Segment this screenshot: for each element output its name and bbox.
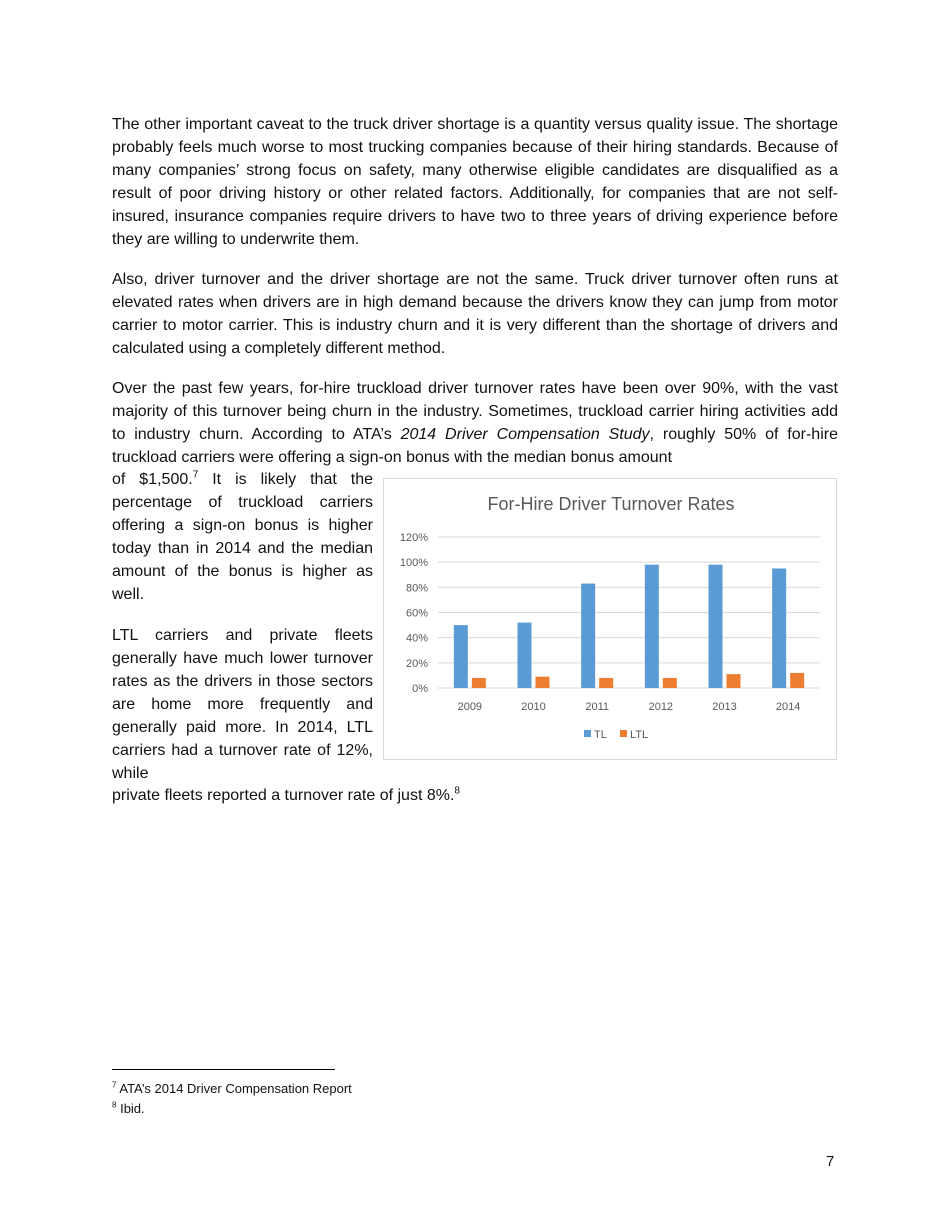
bar-tl-2009 — [454, 625, 468, 688]
footnote-number: 8 — [112, 1100, 117, 1110]
bar-ltl-2012 — [663, 678, 677, 688]
y-tick-label: 100% — [399, 557, 428, 570]
turnover-chart — [383, 478, 837, 760]
footnote-7 — [112, 1081, 352, 1097]
bar-tl-2011 — [581, 584, 595, 688]
legend-swatch-tl — [584, 730, 591, 737]
text-run: private fleets reported a turnover rate of just 8%. — [112, 787, 455, 804]
y-tick-label: 60% — [405, 607, 428, 620]
footnote-text: ATA’s 2014 Driver Compensation Report — [119, 1081, 352, 1096]
bar-ltl-2013 — [727, 674, 741, 688]
paragraph-ltl-private-fleets: LTL carriers and private fleets generally have much lower turnover rates as the drivers in those sectors are home more frequently and generally paid more. In 2014, LTL carriers had a turnover rate of 12%, while — [112, 627, 373, 782]
paragraph-turnover-rates — [112, 377, 838, 469]
text-run: , roughly 50% of for-hire truckload carriers were offering a sign-on bonus with the median bonus amount — [112, 426, 838, 466]
study-title: 2014 Driver Compensation Study — [400, 426, 650, 443]
chart-canvas — [384, 479, 836, 759]
bar-ltl-2010 — [536, 677, 550, 688]
text-run: of $1,500. — [112, 471, 193, 488]
chart-gridlines — [438, 537, 820, 688]
x-tick-label: 2011 — [585, 701, 609, 713]
legend-label-ltl: LTL — [630, 729, 649, 741]
paragraph-turnover-rates-continued — [112, 468, 373, 606]
chart-legend — [584, 729, 648, 741]
bar-tl-2010 — [518, 623, 532, 688]
x-tick-label: 2012 — [648, 701, 674, 713]
legend-label-tl: TL — [594, 729, 607, 741]
paragraph-turnover-vs-shortage: Also, driver turnover and the driver shortage are not the same. Truck driver turnover often runs at elevated rates when drivers are in high demand because the drivers know they can jump from motor carrier to motor carrier. This is industry churn and it is very different than the shortage of drivers and calculated using a completely different method. — [112, 271, 838, 357]
y-tick-label: 120% — [399, 532, 428, 544]
paragraph-ltl-private-fleets-end — [112, 784, 838, 807]
footnote-text: Ibid. — [120, 1101, 145, 1116]
bar-tl-2013 — [709, 565, 723, 688]
footnote-ref-8[interactable]: 8 — [454, 785, 460, 797]
chart-y-axis — [400, 532, 428, 695]
x-tick-label: 2014 — [775, 701, 801, 713]
legend-swatch-ltl — [620, 730, 627, 737]
text-run: It is likely that the percentage of truckload carriers offering a sign-on bonus is higher today than in 2014 and the median amount of the bonus is higher as well. — [112, 471, 373, 603]
footnote-8 — [112, 1101, 145, 1117]
bar-ltl-2011 — [599, 678, 613, 688]
y-tick-label: 20% — [405, 657, 428, 670]
footnote-ref-7[interactable]: 7 — [192, 469, 199, 481]
text-run: Over the past few years, for-hire truckload driver turnover rates have been over 90%, with the vast majority of this turnover being churn in the industry. Sometimes, truckload carrier hiring activities add to industry churn. According to ATA’s — [112, 380, 838, 443]
x-tick-label: 2013 — [712, 701, 737, 713]
page-number: 7 — [826, 1153, 835, 1170]
footnote-separator — [112, 1069, 335, 1070]
chart-x-axis — [458, 701, 801, 713]
y-tick-label: 0% — [412, 683, 428, 695]
footnote-number: 7 — [112, 1080, 117, 1090]
y-tick-label: 80% — [405, 582, 428, 595]
chart-bars — [454, 565, 804, 688]
bar-tl-2014 — [772, 568, 786, 688]
x-tick-label: 2010 — [521, 701, 546, 713]
paragraph-quality-caveat: The other important caveat to the truck driver shortage is a quantity versus quality issue. The shortage probably feels much worse to most trucking companies because of their hiring standards. Because of many companies’ strong focus on safety, many otherwise eligible candidates are disqualified as a result of poor driving history or other related factors. Additionally, for companies that are not self-insured, insurance companies require drivers to have two to three years of driving experience before they are willing to underwrite them. — [112, 116, 838, 248]
bar-ltl-2009 — [472, 678, 486, 688]
bar-tl-2012 — [645, 565, 659, 688]
x-tick-label: 2009 — [457, 701, 483, 713]
bar-ltl-2014 — [790, 673, 804, 688]
chart-title: For-Hire Driver Turnover Rates — [487, 494, 735, 514]
y-tick-label: 40% — [405, 632, 428, 645]
